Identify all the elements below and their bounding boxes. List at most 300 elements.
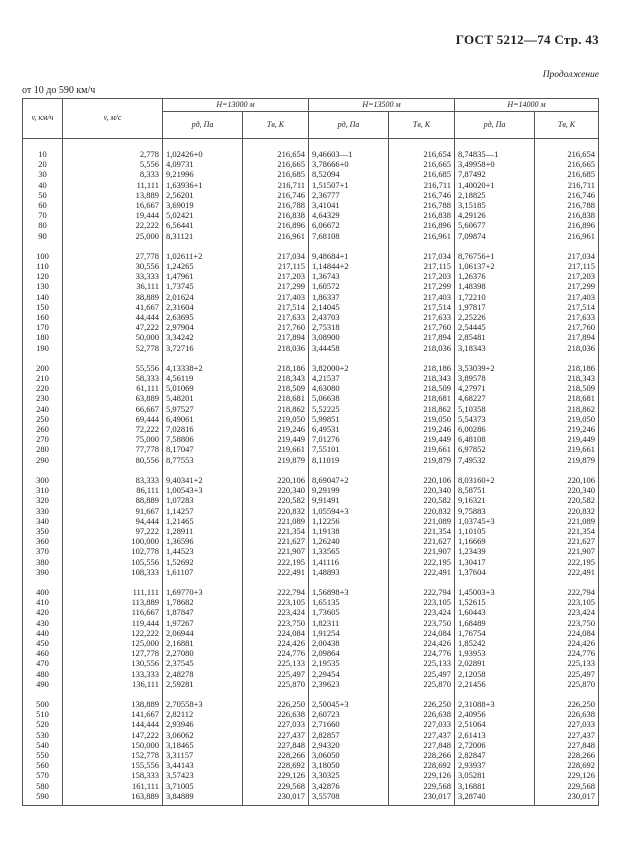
- table-cell: 3,05281: [455, 770, 535, 780]
- table-cell: 1,00543+3: [163, 485, 243, 495]
- table-row: [23, 343, 599, 353]
- table-cell: 217,894: [243, 332, 309, 342]
- table-cell: 222,195: [389, 557, 455, 567]
- table-cell: 218,509: [389, 383, 455, 393]
- table-cell: 8,58751: [455, 485, 535, 495]
- table-cell: 7,49532: [455, 455, 535, 465]
- table-cell: 216,654: [243, 149, 309, 159]
- table-cell: 119,444: [63, 618, 163, 628]
- table-cell: 2,40956: [455, 709, 535, 719]
- table-cell: 4,21537: [309, 373, 389, 383]
- range-label: от 10 до 590 км/ч: [22, 85, 96, 96]
- table-cell: 3,78666+0: [309, 159, 389, 169]
- table-cell: 90: [23, 231, 63, 241]
- table-cell: 138,889: [63, 699, 163, 709]
- table-cell: 30: [23, 169, 63, 179]
- table-cell: 3,06050: [309, 750, 389, 760]
- gap-cell: [243, 139, 309, 150]
- gap-cell: [23, 139, 63, 150]
- table-cell: 224,084: [535, 628, 599, 638]
- table-cell: 102,778: [63, 546, 163, 556]
- table-cell: 217,633: [243, 312, 309, 322]
- table-cell: 4,27971: [455, 383, 535, 393]
- table-cell: 22,222: [63, 220, 163, 230]
- table-row: [23, 383, 599, 393]
- table-cell: 1,91254: [309, 628, 389, 638]
- table-cell: 3,44143: [163, 760, 243, 770]
- table-cell: 144,444: [63, 719, 163, 729]
- table-cell: 216,711: [243, 180, 309, 190]
- table-cell: 8,333: [63, 169, 163, 179]
- header-v-kmh: v, км/ч: [23, 99, 63, 139]
- gap-cell: [309, 801, 389, 806]
- table-cell: 217,203: [389, 271, 455, 281]
- table-cell: 218,036: [243, 343, 309, 353]
- table-cell: 3,08900: [309, 332, 389, 342]
- table-cell: 1,69770+3: [163, 587, 243, 597]
- table-cell: 9,48684+1: [309, 251, 389, 261]
- group-gap: [23, 139, 599, 150]
- gap-cell: [455, 577, 535, 587]
- table-cell: 1,28911: [163, 526, 243, 536]
- gap-cell: [243, 353, 309, 363]
- table-cell: 1,82311: [309, 618, 389, 628]
- table-row: [23, 587, 599, 597]
- table-row: [23, 312, 599, 322]
- table-cell: 222,491: [389, 567, 455, 577]
- table-cell: 260: [23, 424, 63, 434]
- table-cell: 2,01624: [163, 292, 243, 302]
- table-cell: 2,27080: [163, 648, 243, 658]
- table-row: [23, 628, 599, 638]
- table-cell: 63,889: [63, 393, 163, 403]
- gap-cell: [455, 465, 535, 475]
- table-row: [23, 159, 599, 169]
- table-cell: 5,556: [63, 159, 163, 169]
- gap-cell: [163, 139, 243, 150]
- table-cell: 218,343: [389, 373, 455, 383]
- table-row: [23, 557, 599, 567]
- table-cell: 223,424: [535, 607, 599, 617]
- table-cell: 227,437: [535, 730, 599, 740]
- table-row: [23, 709, 599, 719]
- table-row: [23, 200, 599, 210]
- table-cell: 216,746: [535, 190, 599, 200]
- table-cell: 20: [23, 159, 63, 169]
- table-row: [23, 363, 599, 373]
- table-cell: 8,69047+2: [309, 475, 389, 485]
- table-cell: 229,568: [389, 781, 455, 791]
- table-cell: 221,907: [535, 546, 599, 556]
- table-cell: 226,250: [535, 699, 599, 709]
- table-cell: 1,85242: [455, 638, 535, 648]
- table-cell: 226,638: [389, 709, 455, 719]
- table-row: [23, 271, 599, 281]
- table-cell: 58,333: [63, 373, 163, 383]
- table-cell: 220,832: [243, 506, 309, 516]
- table-cell: 219,050: [535, 414, 599, 424]
- gap-cell: [163, 689, 243, 699]
- table-cell: 2,54445: [455, 322, 535, 332]
- table-cell: 400: [23, 587, 63, 597]
- table-cell: 216,654: [535, 149, 599, 159]
- table-cell: 221,627: [535, 536, 599, 546]
- table-cell: 222,794: [243, 587, 309, 597]
- table-row: [23, 750, 599, 760]
- table-row: [23, 791, 599, 801]
- table-cell: 218,681: [243, 393, 309, 403]
- gap-cell: [535, 241, 599, 251]
- table-cell: 240: [23, 404, 63, 414]
- table-row: [23, 760, 599, 770]
- table-cell: 480: [23, 669, 63, 679]
- table-cell: 227,848: [535, 740, 599, 750]
- table-cell: 2,85481: [455, 332, 535, 342]
- table-cell: 218,681: [389, 393, 455, 403]
- table-cell: 226,250: [243, 699, 309, 709]
- table-cell: 1,33565: [309, 546, 389, 556]
- table-cell: 217,760: [389, 322, 455, 332]
- table-cell: 218,862: [535, 404, 599, 414]
- table-cell: 13,889: [63, 190, 163, 200]
- table-cell: 221,089: [535, 516, 599, 526]
- table-row: [23, 669, 599, 679]
- header-t-14000: Tв, К: [535, 112, 599, 139]
- table-cell: 1,72210: [455, 292, 535, 302]
- table-cell: 560: [23, 760, 63, 770]
- table-cell: 130,556: [63, 658, 163, 668]
- gap-cell: [389, 801, 455, 806]
- table-row: [23, 516, 599, 526]
- table-cell: 390: [23, 567, 63, 577]
- table-cell: 2,36777: [309, 190, 389, 200]
- table-cell: 1,07283: [163, 495, 243, 505]
- table-cell: 570: [23, 770, 63, 780]
- table-cell: 141,667: [63, 709, 163, 719]
- table-cell: 221,907: [389, 546, 455, 556]
- header-altitude-14000: H=14000 м: [455, 99, 599, 112]
- gap-cell: [309, 241, 389, 251]
- table-cell: 1,52692: [163, 557, 243, 567]
- gap-cell: [63, 353, 163, 363]
- table-cell: 19,444: [63, 210, 163, 220]
- table-cell: 218,036: [389, 343, 455, 353]
- table-cell: 1,14257: [163, 506, 243, 516]
- table-cell: 2,75318: [309, 322, 389, 332]
- table-cell: 229,126: [243, 770, 309, 780]
- table-cell: 1,30417: [455, 557, 535, 567]
- table-cell: 510: [23, 709, 63, 719]
- table-cell: 216,685: [389, 169, 455, 179]
- table-cell: 216,711: [535, 180, 599, 190]
- table-cell: 217,894: [389, 332, 455, 342]
- table-cell: 1,41116: [309, 557, 389, 567]
- table-cell: 158,333: [63, 770, 163, 780]
- table-row: [23, 719, 599, 729]
- table-cell: 224,776: [535, 648, 599, 658]
- table-cell: 222,794: [389, 587, 455, 597]
- table-cell: 3,41041: [309, 200, 389, 210]
- table-cell: 380: [23, 557, 63, 567]
- table-cell: 2,60723: [309, 709, 389, 719]
- table-cell: 16,667: [63, 200, 163, 210]
- table-row: [23, 699, 599, 709]
- table-cell: 530: [23, 730, 63, 740]
- table-cell: 180: [23, 332, 63, 342]
- table-cell: 216,788: [535, 200, 599, 210]
- table-cell: 1,06137+2: [455, 261, 535, 271]
- table-cell: 219,661: [389, 444, 455, 454]
- table-cell: 217,299: [535, 281, 599, 291]
- table-cell: 220,582: [535, 495, 599, 505]
- table-cell: 7,01276: [309, 434, 389, 444]
- table-cell: 224,776: [389, 648, 455, 658]
- table-cell: 218,343: [535, 373, 599, 383]
- table-row: [23, 495, 599, 505]
- table-cell: 2,72006: [455, 740, 535, 750]
- table-cell: 33,333: [63, 271, 163, 281]
- table-cell: 150,000: [63, 740, 163, 750]
- table-cell: 219,879: [389, 455, 455, 465]
- table-cell: 220,106: [535, 475, 599, 485]
- table-cell: 94,444: [63, 516, 163, 526]
- table-cell: 225,497: [389, 669, 455, 679]
- table-cell: 217,514: [243, 302, 309, 312]
- table-cell: 6,97852: [455, 444, 535, 454]
- table-cell: 218,681: [535, 393, 599, 403]
- table-cell: 229,126: [389, 770, 455, 780]
- table-cell: 1,12256: [309, 516, 389, 526]
- table-row: [23, 180, 599, 190]
- table-cell: 230,017: [389, 791, 455, 801]
- gap-cell: [243, 577, 309, 587]
- table-cell: 220,832: [535, 506, 599, 516]
- table-cell: 1,14844+2: [309, 261, 389, 271]
- gap-cell: [309, 577, 389, 587]
- table-cell: 200: [23, 363, 63, 373]
- table-cell: 1,26240: [309, 536, 389, 546]
- gap-cell: [535, 577, 599, 587]
- table-row: [23, 210, 599, 220]
- table-row: [23, 648, 599, 658]
- header-p-14000: pд, Па: [455, 112, 535, 139]
- table-cell: 3,30325: [309, 770, 389, 780]
- table-cell: 225,133: [243, 658, 309, 668]
- table-cell: 9,16321: [455, 495, 535, 505]
- table-cell: 8,03160+2: [455, 475, 535, 485]
- table-cell: 221,354: [535, 526, 599, 536]
- table-row: [23, 251, 599, 261]
- table-row: [23, 190, 599, 200]
- table-cell: 152,778: [63, 750, 163, 760]
- table-cell: 2,14045: [309, 302, 389, 312]
- table-cell: 163,889: [63, 791, 163, 801]
- table-cell: 1,60443: [455, 607, 535, 617]
- table-cell: 1,86337: [309, 292, 389, 302]
- table-cell: 430: [23, 618, 63, 628]
- table-cell: 1,02426+0: [163, 149, 243, 159]
- table-cell: 1,48893: [309, 567, 389, 577]
- table-cell: 36,111: [63, 281, 163, 291]
- table-cell: 5,97527: [163, 404, 243, 414]
- table-cell: 218,186: [389, 363, 455, 373]
- table-cell: 47,222: [63, 322, 163, 332]
- table-cell: 10: [23, 149, 63, 159]
- table-row: [23, 740, 599, 750]
- table-cell: 9,75883: [455, 506, 535, 516]
- gap-cell: [243, 689, 309, 699]
- gap-cell: [309, 139, 389, 150]
- table-cell: 190: [23, 343, 63, 353]
- table-cell: 2,37545: [163, 658, 243, 668]
- table-cell: 1,36596: [163, 536, 243, 546]
- table-cell: 217,894: [535, 332, 599, 342]
- gap-cell: [63, 801, 163, 806]
- table-cell: 223,750: [535, 618, 599, 628]
- table-cell: 5,54373: [455, 414, 535, 424]
- table-cell: 225,497: [535, 669, 599, 679]
- table-cell: 218,862: [389, 404, 455, 414]
- table-cell: 218,509: [535, 383, 599, 393]
- table-cell: 222,491: [243, 567, 309, 577]
- table-cell: 2,93937: [455, 760, 535, 770]
- page-header: ГОСТ 5212—74 Стр. 43: [455, 32, 599, 47]
- table-cell: 217,633: [535, 312, 599, 322]
- table-cell: 216,746: [389, 190, 455, 200]
- table-cell: 350: [23, 526, 63, 536]
- table-cell: 228,266: [535, 750, 599, 760]
- table-cell: 228,266: [243, 750, 309, 760]
- table-cell: 60: [23, 200, 63, 210]
- table-cell: 520: [23, 719, 63, 729]
- table-cell: 250: [23, 414, 63, 424]
- table-cell: 2,51064: [455, 719, 535, 729]
- table-cell: 1,76754: [455, 628, 535, 638]
- gap-cell: [23, 689, 63, 699]
- table-cell: 224,426: [243, 638, 309, 648]
- table-cell: 219,050: [243, 414, 309, 424]
- table-cell: 8,76756+1: [455, 251, 535, 261]
- table-cell: 83,333: [63, 475, 163, 485]
- table-cell: 1,37604: [455, 567, 535, 577]
- table-cell: 221,354: [243, 526, 309, 536]
- gap-cell: [535, 353, 599, 363]
- table-cell: 223,750: [389, 618, 455, 628]
- table-cell: 220: [23, 383, 63, 393]
- table-cell: 217,760: [535, 322, 599, 332]
- table-cell: 1,93953: [455, 648, 535, 658]
- table-end: [23, 801, 599, 806]
- table-cell: 1,87847: [163, 607, 243, 617]
- gap-cell: [63, 689, 163, 699]
- table-cell: 290: [23, 455, 63, 465]
- table-cell: 113,889: [63, 597, 163, 607]
- table-cell: 229,126: [535, 770, 599, 780]
- table-cell: 3,49958+0: [455, 159, 535, 169]
- table-cell: 147,222: [63, 730, 163, 740]
- table-cell: 229,568: [535, 781, 599, 791]
- table-cell: 410: [23, 597, 63, 607]
- table-cell: 227,033: [389, 719, 455, 729]
- table-cell: 217,299: [389, 281, 455, 291]
- table-cell: 44,444: [63, 312, 163, 322]
- table-cell: 8,11019: [309, 455, 389, 465]
- table-cell: 2,71660: [309, 719, 389, 729]
- table-cell: 86,111: [63, 485, 163, 495]
- table-cell: 228,692: [243, 760, 309, 770]
- table-row: [23, 332, 599, 342]
- header-altitude-13500: H=13500 м: [309, 99, 455, 112]
- table-cell: 25,000: [63, 231, 163, 241]
- table-cell: 221,627: [243, 536, 309, 546]
- table-cell: 227,848: [243, 740, 309, 750]
- table-row: [23, 546, 599, 556]
- table-row: [23, 434, 599, 444]
- table-cell: 217,633: [389, 312, 455, 322]
- gap-cell: [455, 241, 535, 251]
- table-cell: 2,48278: [163, 669, 243, 679]
- table-cell: 218,862: [243, 404, 309, 414]
- table-cell: 4,09731: [163, 159, 243, 169]
- table-cell: 420: [23, 607, 63, 617]
- table-cell: 100,000: [63, 536, 163, 546]
- header-t-13000: Tв, К: [243, 112, 309, 139]
- table-cell: 120: [23, 271, 63, 281]
- table-cell: 1,16669: [455, 536, 535, 546]
- table-cell: 111,111: [63, 587, 163, 597]
- table-cell: 221,089: [389, 516, 455, 526]
- table-cell: 4,29126: [455, 210, 535, 220]
- table-cell: 2,06944: [163, 628, 243, 638]
- table-cell: 5,02421: [163, 210, 243, 220]
- table-cell: 228,692: [535, 760, 599, 770]
- gap-cell: [455, 139, 535, 150]
- table-cell: 30,556: [63, 261, 163, 271]
- gap-cell: [163, 241, 243, 251]
- table-cell: 3,34242: [163, 332, 243, 342]
- table-cell: 2,94320: [309, 740, 389, 750]
- table-cell: 500: [23, 699, 63, 709]
- table-cell: 218,186: [535, 363, 599, 373]
- table-cell: 2,31088+3: [455, 699, 535, 709]
- table-cell: 3,31157: [163, 750, 243, 760]
- table-row: [23, 536, 599, 546]
- table-row: [23, 781, 599, 791]
- table-row: [23, 658, 599, 668]
- gap-cell: [163, 353, 243, 363]
- table-body: [23, 139, 599, 806]
- gap-cell: [389, 139, 455, 150]
- table-cell: 9,91491: [309, 495, 389, 505]
- continuation-label: Продолжение: [542, 70, 599, 80]
- table-cell: 3,18343: [455, 343, 535, 353]
- table-cell: 7,55101: [309, 444, 389, 454]
- table-cell: 27,778: [63, 251, 163, 261]
- table-cell: 3,18465: [163, 740, 243, 750]
- gap-cell: [163, 577, 243, 587]
- table-cell: 136,111: [63, 679, 163, 689]
- table-cell: 2,70558+3: [163, 699, 243, 709]
- table-cell: 219,661: [243, 444, 309, 454]
- table-row: [23, 455, 599, 465]
- table-cell: 228,692: [389, 760, 455, 770]
- table-cell: 1,65135: [309, 597, 389, 607]
- table-cell: 219,879: [243, 455, 309, 465]
- gap-cell: [23, 801, 63, 806]
- table-cell: 1,23439: [455, 546, 535, 556]
- table-cell: 3,55708: [309, 791, 389, 801]
- table-cell: 3,71005: [163, 781, 243, 791]
